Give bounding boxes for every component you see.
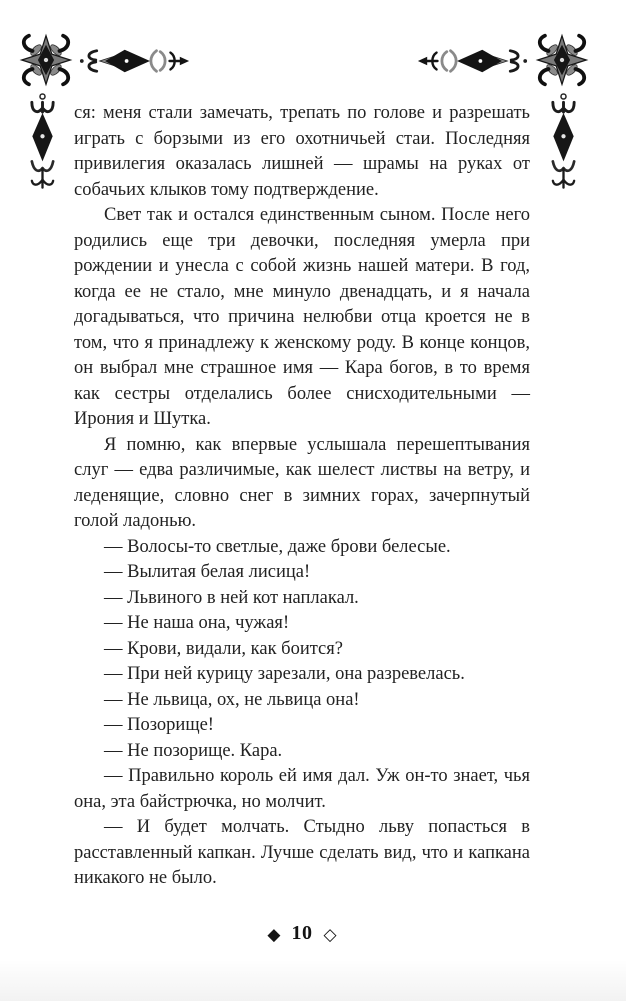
paragraph: — При ней курицу зарезали, она разревелась. xyxy=(104,664,465,684)
paragraph: — Крови, видали, как боится? xyxy=(104,638,343,659)
paragraph: — Правильно король ей имя дал. Уж он-то знает, чья она, эта байстрючка, но молчит. xyxy=(74,766,530,812)
vertical-diamond-flourish-icon xyxy=(27,91,58,195)
paragraph: — Не львица, ох, не львица она! xyxy=(104,689,360,710)
vertical-diamond-flourish-icon xyxy=(548,91,579,195)
paragraph: Свет так и остался единственным сыном. После него родились еще три девочки, последняя умерла при рождении и унесла с собой жизнь нашей матери. В год, когда ее не стало, мне минуло двенадцать, и я начала догадываться, что причина нелюбви отца кроется не в том, что я принадлежу к женскому роду. В конце концов, он выбрал мне страшное имя — Кара богов, в то время как сестры отделались более снисходительными — Ирония и Шутка. xyxy=(74,205,530,429)
paragraph: — Вылитая белая лисица! xyxy=(104,562,311,582)
paragraph: — Позорище! xyxy=(104,715,214,735)
paragraph: — Не позорище. Кара. xyxy=(104,740,283,761)
corner-fleuron-icon xyxy=(17,33,75,87)
corner-fleuron-icon xyxy=(533,33,591,87)
page-text xyxy=(74,101,530,892)
page-number: 10 xyxy=(291,922,313,944)
paragraph: — Львиного в ней кот наплакал. xyxy=(104,587,359,608)
paragraph: — Не наша она, чужая! xyxy=(104,613,290,633)
paragraph: — Волосы-то светлые, даже брови белесые. xyxy=(104,536,451,557)
paragraph: Я помню, как впервые услышала перешептывания слуг — едва различимые, как шелест листвы на ветру, и леденящие, словно снег в зимних горах, зачерпнутый голой ладонью. xyxy=(74,434,530,531)
filled-diamond-icon: ◆ xyxy=(267,925,281,944)
page-bottom-shadow xyxy=(0,959,626,1001)
paragraph: — И будет молчать. Стыдно льву попасться в расставленный капкан. Лучше сделать вид, что и капкана никакого не было. xyxy=(74,817,530,888)
outline-diamond-icon: ◇ xyxy=(323,925,337,944)
diamond-arrow-flourish-icon xyxy=(79,45,191,77)
diamond-arrow-flourish-icon xyxy=(416,45,528,77)
page-footer xyxy=(74,922,530,945)
paragraph: ся: меня стали замечать, трепать по голове и разрешать играть с борзыми из его охотничьей стаи. Последняя привилегия оказалась лишней — шрамы на руках от собачьих клыков тому подтверждение. xyxy=(74,103,530,200)
